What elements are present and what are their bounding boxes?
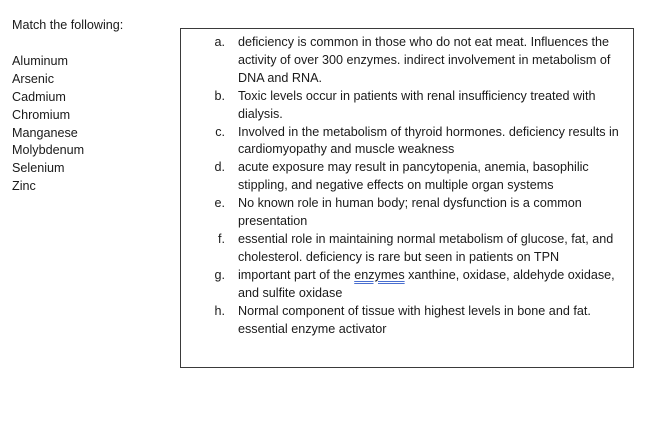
definition-item [211, 231, 623, 267]
definition-text: No known role in human body; renal dysfunction is a common presentation [238, 196, 582, 229]
definition-item [211, 124, 623, 160]
element-item: Aluminum [12, 54, 68, 68]
definition-text: acute exposure may result in pancytopenia, anemia, basophilic stippling, and negative effects on multiple organ systems [238, 160, 589, 193]
definition-item [211, 195, 623, 231]
definition-item [211, 159, 623, 195]
definition-text-part: important part of the [238, 267, 355, 282]
definition-item [211, 303, 623, 339]
definition-letter: d. [214, 160, 225, 175]
definition-item [211, 34, 623, 88]
definition-letter: g. [214, 267, 225, 282]
element-item: Zinc [12, 179, 36, 194]
definition-text: Involved in the metabolism of thyroid hormones. deficiency results in cardiomyopathy and muscle weakness [238, 124, 619, 157]
element-item: Molybdenum [12, 143, 85, 158]
element-item: Cadmium [12, 89, 66, 104]
instruction-title: Match the following: [12, 18, 124, 32]
definition-letter: h. [214, 303, 225, 318]
spellcheck-marked-word: enzymes [354, 267, 405, 282]
element-item: Chromium [12, 107, 71, 122]
definition-item [211, 267, 623, 303]
element-item: Arsenic [12, 71, 54, 86]
definition-text: deficiency is common in those who do not eat meat. Influences the activity of over 300 enzymes. indirect involvement in metabolism of DNA and RNA. [238, 35, 611, 85]
definition-letter: a. [214, 35, 225, 49]
definition-item [211, 88, 623, 124]
element-list [12, 53, 84, 196]
definition-letter: e. [214, 196, 225, 211]
definition-list [211, 34, 623, 338]
definition-letter: b. [214, 88, 225, 103]
element-item: Selenium [12, 161, 65, 176]
definition-letter: f. [218, 231, 225, 246]
definition-letter: c. [215, 124, 225, 139]
definition-text: essential role in maintaining normal metabolism of glucose, fat, and cholesterol. deficiency is rare but seen in patients on TPN [238, 231, 614, 264]
definition-text [238, 267, 623, 303]
definition-text: Normal component of tissue with highest levels in bone and fat. essential enzyme activator [238, 303, 591, 336]
definition-text-part: xanthine, oxidase, aldehyde oxidase, and sulfite oxidase [238, 267, 615, 300]
element-item: Manganese [12, 125, 78, 140]
definition-text: Toxic levels occur in patients with renal insufficiency treated with dialysis. [238, 88, 596, 121]
definitions-box [180, 28, 634, 368]
